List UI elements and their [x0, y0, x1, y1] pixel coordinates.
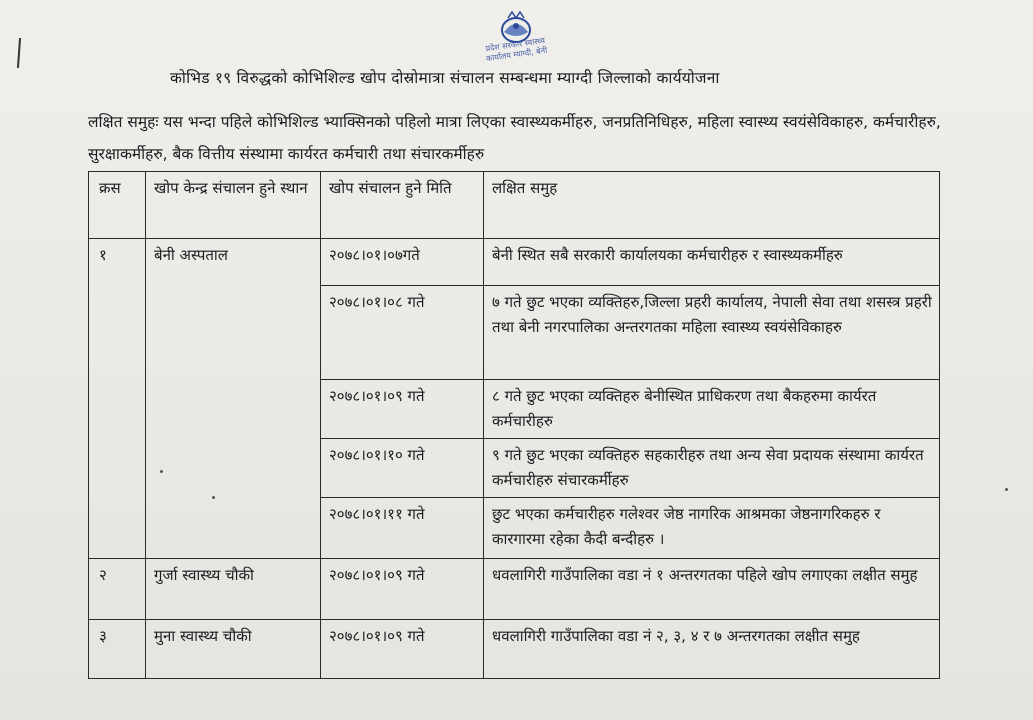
- row-serial: १: [89, 239, 146, 559]
- row-date: २०७८।०१।०९ गते: [321, 380, 484, 439]
- table-row: [89, 620, 940, 679]
- table-header-row: [89, 172, 940, 239]
- speck: [160, 470, 163, 473]
- row-date: २०७८।०१।०९ गते: [321, 559, 484, 620]
- row-date: २०७८।०१।०७गते: [321, 239, 484, 286]
- row-target-group: छुट भएका कर्मचारीहरु गलेश्वर जेष्ठ नागरिक आश्रमका जेष्ठनागरिकहरु र कारगारमा रहेका कैदी बन्दीहरु ।: [484, 498, 940, 559]
- header-location: खोप केन्द्र संचालन हुने स्थान: [146, 172, 321, 239]
- row-date: २०७८।०१।११ गते: [321, 498, 484, 559]
- row-target-group: ९ गते छुट भएका व्यक्तिहरु सहकारीहरु तथा अन्य सेवा प्रदायक संस्थामा कार्यरत कर्मचारीहरु संचारकर्मीहरु: [484, 439, 940, 498]
- row-target-group: ८ गते छुट भएका व्यक्तिहरु बेनीस्थित प्राधिकरण तथा बैकहरुमा कार्यरत कर्मचारीहरु: [484, 380, 940, 439]
- row-target-group: ७ गते छुट भएका व्यक्तिहरु,जिल्ला प्रहरी कार्यालय, नेपाली सेवा तथा शसस्त्र प्रहरी तथा बेनी नगरपालिका अन्तरगतका महिला स्वास्थ्य स्वयंसेविकाहरु: [484, 286, 940, 380]
- row-target-group: धवलागिरी गाउँपालिका वडा नं १ अन्तरगतका पहिले खोप लगाएका लक्षीत समुह: [484, 559, 940, 620]
- row-serial: ३: [89, 620, 146, 679]
- row-date: २०७८।०१।०८ गते: [321, 286, 484, 380]
- target-groups-paragraph: लक्षित समुहः यस भन्दा पहिले कोभिशिल्ड भ्याक्सिनको पहिलो मात्रा लिएका स्वास्थ्यकर्मीहरु, जनप्रतिनिधिहरु, महिला स्वास्थ्य स्वयंसेविकाहरु, कर्मचारीहरु, सुरक्षाकर्मीहरु, बैक वित्तीय संस्थामा कार्यरत कर्मचारी तथा संचारकर्मीहरु: [88, 113, 941, 163]
- table-row: [89, 239, 940, 286]
- vaccination-plan-table: [88, 171, 940, 679]
- speck: [1005, 488, 1008, 491]
- speck: [212, 496, 215, 499]
- row-location: बेनी अस्पताल: [146, 239, 321, 559]
- table-row: [89, 559, 940, 620]
- document-title: कोभिड १९ विरुद्धको कोभिशिल्ड खोप दोस्रोमात्रा संचालन सम्बन्धमा म्याग्दी जिल्लाको कार्ययोजना: [170, 69, 720, 87]
- row-location: गुर्जा स्वास्थ्य चौकी: [146, 559, 321, 620]
- row-target-group: बेनी स्थित सबै सरकारी कार्यालयका कर्मचारीहरु र स्वास्थ्यकर्मीहरु: [484, 239, 940, 286]
- header-serial: क्रस: [89, 172, 146, 239]
- row-location: मुना स्वास्थ्य चौकी: [146, 620, 321, 679]
- header-target-group: लक्षित समुह: [484, 172, 940, 239]
- row-date: २०७८।०१।१० गते: [321, 439, 484, 498]
- seal-text: प्रदेश सरकार स्वास्थ्य कार्यालय म्याग्दी, बेनी: [484, 35, 548, 64]
- pen-mark: [17, 38, 21, 68]
- row-serial: २: [89, 559, 146, 620]
- row-date: २०७८।०१।०९ गते: [321, 620, 484, 679]
- header-date: खोप संचालन हुने मिति: [321, 172, 484, 239]
- office-seal: [478, 10, 554, 110]
- row-target-group: धवलागिरी गाउँपालिका वडा नं २, ३, ४ र ७ अन्तरगतका लक्षीत समुह: [484, 620, 940, 679]
